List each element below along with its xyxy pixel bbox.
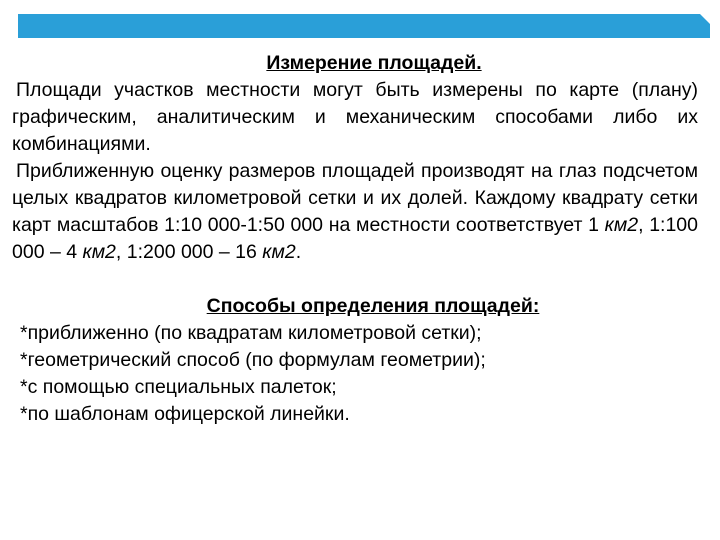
slide-content [12,50,698,428]
paragraph2-text-middle2: , 1:200 000 – 16 [115,241,263,263]
section-spacer [12,266,698,293]
paragraph2-text-middle1: , 1:100 000 – 4 [12,214,698,263]
unit-km2-1: км2 [604,214,639,236]
paragraph-approximate-estimate [12,158,698,266]
methods-list [12,320,698,428]
header-bar-corner [700,14,710,24]
page-title: Измерение площадей. [266,52,482,74]
unit-km2-3: км2 [262,241,296,263]
method-item: *приближенно (по квадратам километровой сетки); [20,322,482,344]
unit-km2-2: км2 [82,241,116,263]
paragraph-methods-intro: Площади участков местности могут быть измерены по карте (плану) графическим, аналитическим и механическим способами либо их комбинациями. [12,79,698,155]
paragraph2-text-end: . [295,241,302,263]
method-item: *по шаблонам офицерской линейки. [20,403,350,425]
method-item: *с помощью специальных палеток; [20,376,337,398]
paragraph2-text-before: Приближенную оценку размеров площадей производят на глаз подсчетом целых квадратов километровой сетки и их долей. Каждому квадрату сетки карт масштабов 1:10 000-1:50 000 на местности соответствует 1 [12,160,698,236]
method-item: *геометрический способ (по формулам геометрии); [20,349,486,371]
methods-title: Способы определения площадей: [206,295,540,317]
top-header-bar [18,14,710,38]
